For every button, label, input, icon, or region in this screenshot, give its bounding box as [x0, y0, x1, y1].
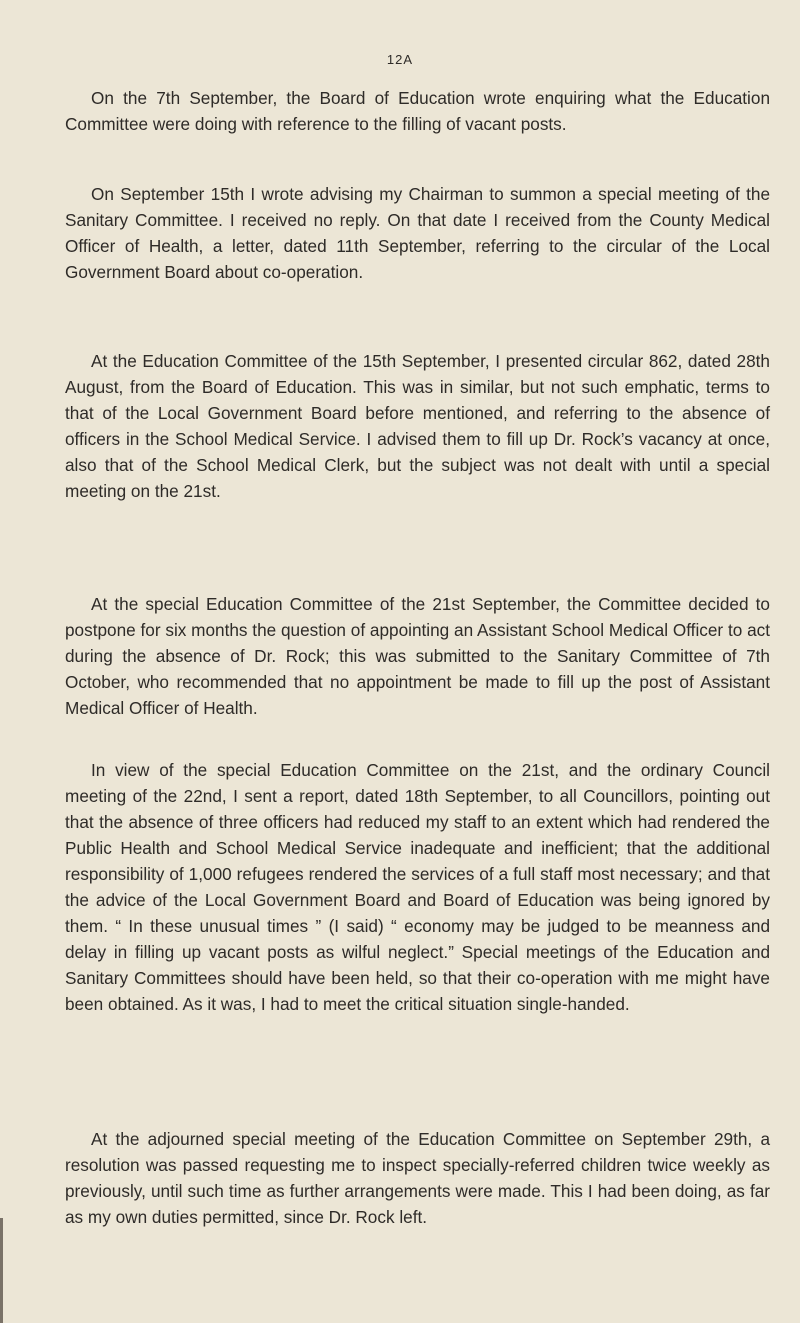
paragraph-special-committee-21st: At the special Education Committee of the 21st September, the Committee decided to postpone for six months the question of appointing an Assistant School Medical Officer to act during the absence of Dr. Rock; this was submitted to the Sanitary Committee of 7th October, who recommended that no appointment be made to fill up the post of Assistant Medical Officer of Health. [65, 594, 770, 718]
paragraph-report-to-councillors: In view of the special Education Committee on the 21st, and the ordinary Council meeting of the 22nd, I sent a report, dated 18th September, to all Councillors, pointing out that the absence of three officers had reduced my staff to an extent which had rendered the Public Health and School Medical Service inadequate and inefficient; that the additional responsibility of 1,000 refugees rendered the services of a full staff most necessary; and that the advice of the Local Government Board and Board of Education was being ignored by them. “ In these unusual times ” (I said) “ economy may be judged to be meanness and delay in filling up vacant posts as wilful neglect.” Special meetings of the Education and Sanitary Committees should have been held, so that their co-operation with me might have been obtained. As it was, I had to meet the critical situation single-handed. [65, 760, 770, 1014]
page-edge-mark [0, 1218, 3, 1323]
paragraph-september-15th-letter: On September 15th I wrote advising my Chairman to summon a special meeting of the Sanitary Committee. I received no reply. On that date I received from the County Medical Officer of Health, a letter, dated 11th September, referring to the circular of the Local Government Board about co-operation. [65, 184, 770, 282]
paragraph-circular-862: At the Education Committee of the 15th September, I presented circular 862, dated 28th August, from the Board of Education. This was in similar, but not such emphatic, terms to that of the Local Government Board before mentioned, and referring to the absence of officers in the School Medical Service. I advised them to fill up Dr. Rock’s vacancy at once, also that of the School Medical Clerk, but the subject was not dealt with until a special meeting on the 21st. [65, 351, 770, 501]
page-number: 12A [386, 52, 414, 67]
paragraph-adjourned-meeting: At the adjourned special meeting of the Education Committee on September 29th, a resolution was passed requesting me to inspect specially-referred children twice weekly as previously, until such time as further arrangements were made. This I had been doing, as far as my own duties permitted, since Dr. Rock left. [65, 1129, 770, 1227]
paragraph-board-of-education-enquiry: On the 7th September, the Board of Education wrote enquiring what the Education Committee were doing with reference to the filling of vacant posts. [65, 88, 770, 134]
